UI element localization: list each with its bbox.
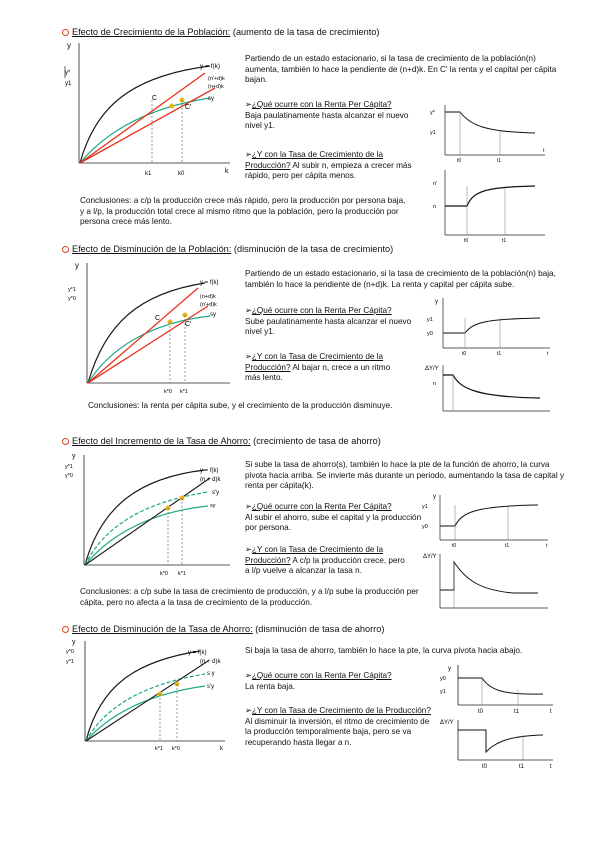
axis-y-label: y (67, 41, 71, 50)
q1-title: ¿Qué ocurre con la Renta Per Cápita? (251, 100, 392, 109)
section-3-q2: ➢¿Y con la Tasa de Crecimiento de la Producción? A c/p la producción crece, pero a l/p vuelve a alcanzar la tasa n. (245, 545, 405, 576)
section-2-solow-graph (60, 258, 240, 398)
svg-text:s'y: s'y (212, 490, 220, 496)
section-1-title (62, 27, 379, 37)
section-3-solow-graph (60, 450, 240, 585)
capital-line-old (80, 88, 215, 163)
ring-bullet-icon (62, 246, 69, 253)
label-sy: sy (208, 96, 214, 102)
svg-text:y*: y* (430, 110, 435, 116)
svg-text:y1: y1 (430, 130, 436, 136)
svg-text:y: y (72, 453, 76, 460)
svg-text:y*0: y*0 (66, 649, 74, 655)
section-2-heading: Efecto de Disminución de la Población: (72, 244, 232, 254)
label-k1: k1 (145, 171, 152, 177)
section-3-q1: ➢¿Qué ocurre con la Renta Per Cápita? Al subir el ahorro, sube el capital y la producción por persona. (245, 502, 422, 533)
income-path (445, 112, 535, 133)
arrow-icon: ➢ (245, 150, 252, 159)
section-3-conclusion: Conclusiones: a c/p sube la tasa de crecimiento de producción, y a l/p sube la producción per cápita, pero no afecta a la tasa de crecimiento de la producción. (80, 587, 419, 607)
svg-text:(n + d)k: (n + d)k (200, 477, 221, 483)
svg-text:s'y: s'y (207, 684, 215, 690)
svg-text:t1: t1 (497, 158, 502, 164)
svg-text:k: k (220, 746, 223, 752)
svg-text:n: n (433, 204, 437, 210)
label-c-prime: C' (185, 104, 192, 111)
svg-text:t: t (543, 148, 545, 154)
svg-text:k*1: k*1 (178, 571, 186, 577)
svg-text:t: t (550, 709, 552, 715)
y1-label: y1 (65, 81, 72, 87)
section-1-time-graphs (425, 100, 555, 245)
arrow-icon: ➢ (245, 502, 252, 511)
svg-text:y: y (75, 261, 79, 270)
svg-text:y1: y1 (422, 504, 428, 510)
svg-text:y0: y0 (427, 331, 433, 337)
section-2-q2: ➢¿Y con la Tasa de Crecimiento de la Producción? Al bajar n, crece a un ritmo más lento. (245, 352, 391, 383)
svg-text:y*1: y*1 (68, 287, 76, 293)
section-4-q1: ➢¿Qué ocurre con la Renta Per Cápita? La renta baja. (245, 671, 392, 691)
growth-path (445, 186, 535, 206)
svg-text:k*0: k*0 (160, 571, 168, 577)
svg-text:t: t (546, 543, 548, 549)
ring-bullet-icon (62, 29, 69, 36)
ring-bullet-icon (62, 626, 69, 633)
svg-text:k*0: k*0 (172, 746, 180, 752)
label-k0: k0 (178, 171, 185, 177)
q2-answer: Al subir n, empieza a crecer más rápido, pero per cápita menos. (245, 160, 412, 181)
section-2-title (62, 244, 393, 254)
section-1-intro: Partiendo de un estado estacionario, si la tasa de crecimiento de la población(n) aumenta, también lo hace la pendiente de (n+d)k. En C' la renta y el capital per cápita bajan. (245, 54, 557, 85)
point-c (170, 104, 175, 109)
label-yfk: y = f(k) (200, 63, 221, 70)
section-4-solow-graph (60, 636, 240, 756)
svg-text:k*0: k*0 (164, 389, 172, 395)
q2-title: ¿Y con la Tasa de Crecimiento de la Producción? (245, 150, 384, 170)
svg-text:y = f(k): y = f(k) (188, 650, 207, 656)
svg-text:t1: t1 (505, 543, 510, 549)
section-2-subtitle: (disminución de la tasa de crecimiento) (233, 244, 394, 254)
svg-text:y1: y1 (427, 317, 433, 323)
svg-text:y*0: y*0 (68, 296, 76, 302)
svg-text:t1: t1 (497, 351, 502, 357)
svg-text:y*1: y*1 (66, 659, 74, 665)
svg-text:y: y (72, 639, 76, 646)
svg-text:s y: s y (207, 671, 215, 677)
arrow-icon: ➢ (245, 545, 252, 554)
section-3-time-graphs (418, 490, 558, 615)
section-2-q1: ➢¿Qué ocurre con la Renta Per Cápita? Sube paulatinamente hasta alcanzar el nuevo nivel y1. (245, 306, 412, 337)
section-1-conclusion: Conclusiones: a c/p la producción crece más rápido, pero la producción por persona baja, y a l/p, la producción total crece al mismo ritmo que la población, pero la producción por persona crece más lento. (80, 196, 406, 227)
svg-text:y = f(k): y = f(k) (200, 468, 219, 474)
svg-text:t: t (547, 351, 549, 357)
capital-line-new (80, 73, 205, 163)
section-4-title: Efecto de Disminución de la Tasa de Ahorro: (disminución de tasa de ahorro) (62, 624, 384, 634)
section-1-subtitle: (aumento de la tasa de crecimiento) (232, 27, 380, 37)
svg-text:C': C' (185, 321, 192, 328)
arrow-icon: ➢ (245, 100, 252, 109)
svg-text:ΔY/Y: ΔY/Y (423, 554, 437, 560)
svg-text:t: t (550, 764, 552, 770)
svg-text:n: n (433, 381, 437, 387)
svg-text:n': n' (433, 181, 438, 187)
svg-text:y*1: y*1 (65, 464, 73, 470)
svg-text:y*0: y*0 (65, 473, 73, 479)
section-3-title: Efecto del Incremento de la Tasa de Ahorro: (crecimiento de tasa de ahorro) (62, 436, 381, 446)
svg-text:y: y (433, 494, 436, 500)
svg-text:t1: t1 (514, 709, 520, 715)
svg-text:y0: y0 (422, 524, 428, 530)
svg-text:(n'+d)k: (n'+d)k (200, 302, 217, 308)
svg-text:y1: y1 (440, 689, 446, 695)
svg-text:t0: t0 (478, 709, 484, 715)
label-n0: (n+d)k (208, 84, 224, 90)
svg-text:t0: t0 (482, 764, 488, 770)
svg-text:y0: y0 (440, 676, 446, 682)
section-1-q1 (245, 100, 425, 132)
label-n1: (n'+d)k (208, 76, 225, 82)
svg-text:y: y (448, 666, 451, 672)
section-4-time-graphs (438, 660, 563, 770)
svg-text:t1: t1 (519, 764, 525, 770)
arrow-icon: ➢ (245, 352, 252, 361)
svg-text:t0: t0 (464, 238, 469, 244)
svg-text:ΔY/Y: ΔY/Y (425, 366, 439, 372)
svg-text:k*1: k*1 (180, 389, 188, 395)
section-4-q2: ➢¿Y con la Tasa de Crecimiento de la Producción? Al disminuir la inversión, el ritmo de crecimiento de la producción temporalmente baja, pero se va recuperando hasta llegar a n. (245, 706, 431, 747)
svg-text:y = f(k): y = f(k) (200, 280, 219, 286)
section-2-intro: Partiendo de un estado estacionario, si la tasa de crecimiento de la población(n) baja, también lo hace la pendiente de (n+d)k. La renta y capital per cápita sube. (245, 269, 556, 289)
section-2-time-graphs (425, 293, 560, 418)
section-1-heading: Efecto de Crecimiento de la Población: (72, 27, 231, 37)
svg-text:t0: t0 (457, 158, 462, 164)
label-k: k (225, 168, 229, 175)
section-1-solow-graph (60, 38, 240, 188)
arrow-icon: ➢ (245, 306, 252, 315)
svg-text:t0: t0 (462, 351, 467, 357)
svg-text:y: y (435, 299, 438, 305)
arrow-icon: ➢ (245, 706, 252, 715)
ring-bullet-icon (62, 438, 69, 445)
svg-text:(n + d)k: (n + d)k (200, 659, 221, 665)
svg-text:sy: sy (210, 312, 216, 318)
q1-answer: Baja paulatinamente hasta alcanzar el nuevo nivel y1. (245, 110, 409, 131)
arrow-icon: ➢ (245, 671, 252, 680)
svg-text:k*1: k*1 (155, 746, 163, 752)
svg-text:ΔY/Y: ΔY/Y (440, 720, 454, 726)
label-c: C (152, 95, 158, 102)
section-2-conclusion: Conclusiones: la renta per cápita sube, y el crecimiento de la producción disminuye. (88, 401, 393, 410)
svg-text:t0: t0 (452, 543, 457, 549)
section-4-intro: Si baja la tasa de ahorro, también lo hace la pte, la curva pivota hacia abajo. (245, 646, 523, 655)
svg-text:t1: t1 (502, 238, 507, 244)
svg-text:sy: sy (210, 503, 216, 509)
section-3-intro: Si sube la tasa de ahorro(s), también lo hace la pte de la función de ahorro, la curva pivota hacia arriba. Se invierte más durante un periodo, aumentando la tasa de capital y renta per cápita(k). (245, 460, 565, 491)
section-1-q2 (245, 150, 425, 182)
y-star-label: y* (65, 70, 71, 76)
svg-text:C: C (155, 315, 161, 322)
svg-text:(n+d)k: (n+d)k (200, 294, 216, 300)
